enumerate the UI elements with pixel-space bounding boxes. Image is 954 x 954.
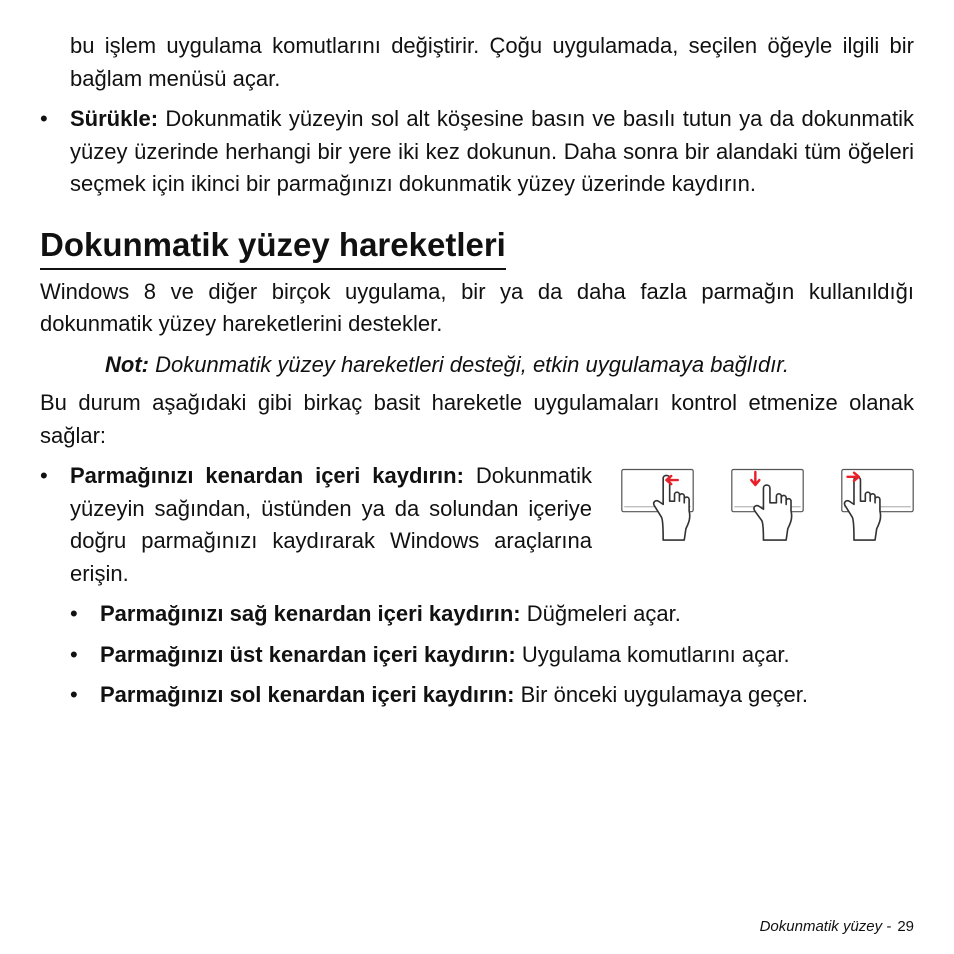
top-edge-label: Parmağınızı üst kenardan içeri kaydırın: <box>100 641 516 667</box>
gestures-intro: Windows 8 ve diğer birçok uygulama, bir ya da daha fazla parmağın kullanıldığı dokunmatik yüzey hareketlerini destekler. <box>40 278 914 336</box>
gesture-illustrations <box>621 460 914 552</box>
bullet: • <box>70 601 78 626</box>
drag-label: Sürükle: <box>70 106 159 131</box>
note-text: Dokunmatik yüzey hareketleri desteği, etkin uygulamaya bağlıdır. <box>148 351 789 377</box>
list-item-left-edge <box>40 679 914 712</box>
list-item-edge-swipe <box>40 460 592 590</box>
page-number: 29 <box>897 918 914 935</box>
bullet: • <box>70 682 78 707</box>
footer-section: Dokunmatik yüzey - <box>759 918 892 935</box>
right-edge-text: Düğmeleri açar. <box>520 601 681 626</box>
left-edge-label: Parmağınızı sol kenardan içeri kaydırın: <box>100 682 515 707</box>
list-item-drag <box>40 103 914 201</box>
swipe-left-edge-illustration <box>841 460 914 552</box>
note <box>105 349 914 382</box>
bullet: • <box>70 641 78 667</box>
note-label: Not: <box>105 351 149 377</box>
edge-swipe-label: Parmağınızı kenardan içeri kaydırın: <box>70 463 464 488</box>
drag-text: Dokunmatik yüzeyin sol alt köşesine basın ve basılı tutun ya da dokunmatik yüzey üzerinde herhangi bir yere iki kez dokunun. Daha sonra bir alandaki tüm öğeleri seçmek için ikinci bir parmağınızı dokunmatik yüzey üzerinde kaydırın. <box>70 106 914 196</box>
right-edge-label: Parmağınızı sağ kenardan içeri kaydırın: <box>100 601 521 626</box>
list-item-top-edge <box>40 639 914 672</box>
list-item-right-edge <box>40 598 914 631</box>
top-edge-text: Uygulama komutlarını açar. <box>515 641 790 667</box>
control-paragraph: Bu durum aşağıdaki gibi birkaç basit hareketle uygulamaları kontrol etmenize olanak sağlar: <box>40 390 914 448</box>
left-edge-text: Bir önceki uygulamaya geçer. <box>514 682 808 707</box>
edge-swipe-row <box>40 460 914 590</box>
swipe-top-edge-illustration <box>731 460 804 552</box>
section-heading: Dokunmatik yüzey hareketleri <box>40 223 506 270</box>
bullet: • <box>40 463 48 488</box>
swipe-right-edge-illustration <box>621 460 694 552</box>
intro-paragraph: bu işlem uygulama komutlarını değiştirir. Çoğu uygulamada, seçilen öğeyle ilgili bir bağlam menüsü açar. <box>70 33 914 91</box>
page-body <box>40 30 914 712</box>
edge-swipe-text: Dokunmatik yüzeyin sağından, üstünden ya da solundan içeriye doğru parmağınızı kaydırarak Windows araçlarına erişin. <box>70 463 592 586</box>
bullet: • <box>40 106 48 131</box>
page-footer <box>760 918 914 935</box>
